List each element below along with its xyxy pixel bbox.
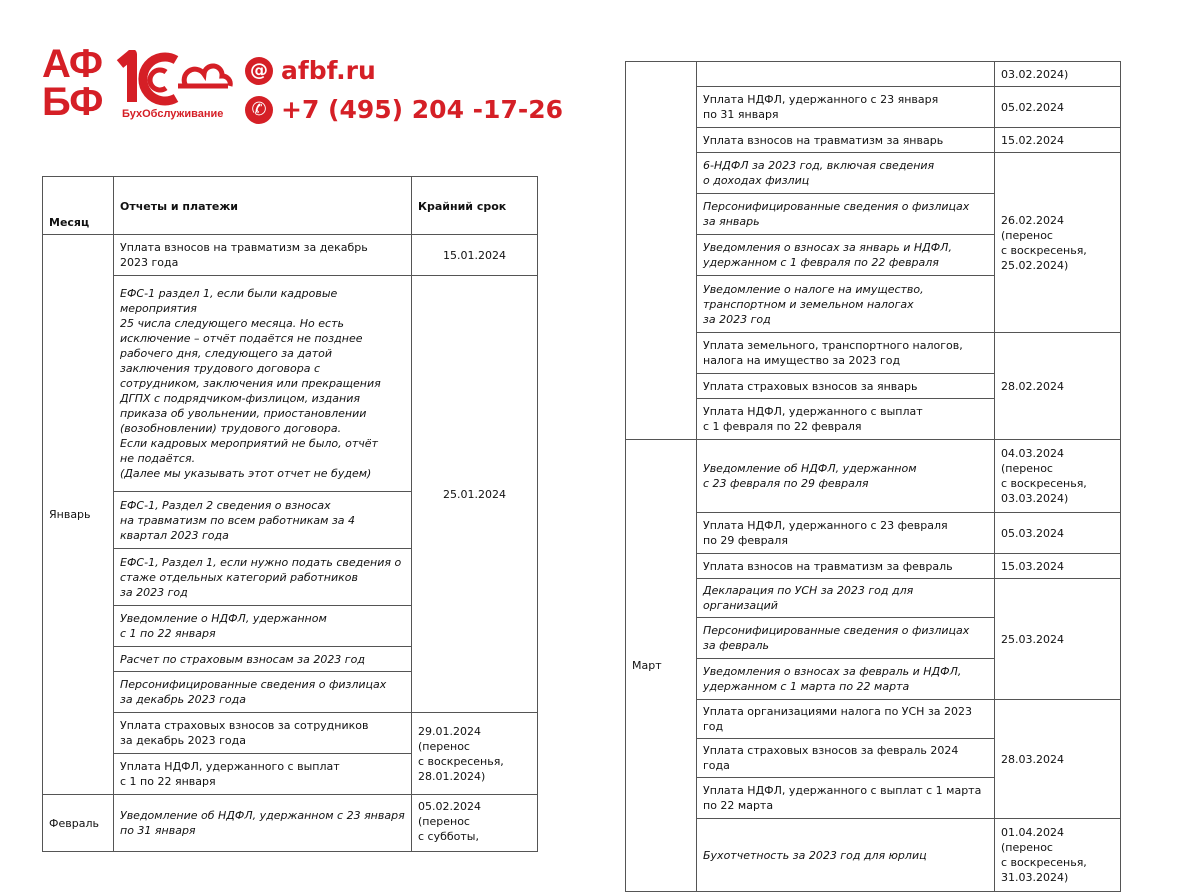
deadline-cell: 26.02.2024 (перенос с воскресенья, 25.02.2024) [995,153,1121,333]
task-cell: Уплата НДФЛ, удержанного с 23 февраля по 29 февраля [697,513,995,554]
logo-letters [42,42,103,124]
task-cell: Уведомление об НДФЛ, удержанном с 23 февраля по 29 февраля [697,440,995,513]
task-cell: Уплата организациями налога по УСН за 2023 год [697,700,995,739]
task-cell: Уведомления о взносах за февраль и НДФЛ, удержанном с 1 марта по 22 марта [697,659,995,700]
task-cell: Уплата взносов на травматизм за февраль [697,554,995,579]
logo-1c-icon [116,50,246,106]
phone-icon: ✆ [245,96,273,124]
task-cell: Уплата страховых взносов за сотрудников за декабрь 2023 года [114,713,412,754]
task-cell: Уплата взносов на травматизм за декабрь 2023 года [114,235,412,276]
task-cell: Уплата земельного, транспортного налогов, налога на имущество за 2023 год [697,333,995,374]
deadline-cell: 28.03.2024 [995,700,1121,819]
deadline-cell: 05.02.2024 [995,87,1121,128]
deadline-cell: 15.01.2024 [412,235,538,276]
task-cell: ЕФС-1, Раздел 1, если нужно подать сведения о стаже отдельных категорий работников за 2023 год [114,549,412,606]
task-cell: Уплата взносов на травматизм за январь [697,128,995,153]
deadline-table-left [42,176,538,852]
task-cell: 6-НДФЛ за 2023 год, включая сведения о доходах физлиц [697,153,995,194]
task-cell: Персонифицированные сведения о физлицах за январь [697,194,995,235]
deadline-cell: 29.01.2024 (перенос с воскресенья, 28.01.2024) [412,713,538,795]
logo-subtitle: БухОбслуживание [122,108,224,120]
deadline-cell: 15.02.2024 [995,128,1121,153]
task-cell: Уведомление о налоге на имущество, транспортном и земельном налогах за 2023 год [697,276,995,333]
phone-number[interactable]: +7 (495) 204 -17-26 [281,95,564,124]
task-cell: Бухотчетность за 2023 год для юрлиц [697,819,995,892]
header-reports: Отчеты и платежи [114,177,412,235]
task-cell: ЕФС-1, Раздел 2 сведения о взносах на травматизм по всем работникам за 4 квартал 2023 года [114,492,412,549]
logo-bottom: БФ [42,80,103,124]
month-cell: Январь [43,235,114,795]
header-month: Месяц [43,177,114,235]
deadline-cell: 03.02.2024) [995,62,1121,87]
site-contact [245,56,376,85]
at-sign-icon: @ [245,57,273,85]
task-cell: Уплата НДФЛ, удержанного с выплат с 1 по 22 января [114,754,412,795]
deadline-cell: 01.04.2024 (перенос с воскресенья, 31.03.2024) [995,819,1121,892]
month-cell: Март [626,440,697,892]
task-cell: Уплата страховых взносов за январь [697,374,995,399]
deadline-cell: 05.03.2024 [995,513,1121,554]
phone-contact [245,95,563,124]
task-cell: Персонифицированные сведения о физлицах за февраль [697,618,995,659]
deadline-cell: 15.03.2024 [995,554,1121,579]
header-deadline: Крайний срок [412,177,538,235]
task-cell: Уведомления о взносах за январь и НДФЛ, удержанном с 1 февраля по 22 февраля [697,235,995,276]
deadline-cell: 25.03.2024 [995,579,1121,700]
task-cell: Декларация по УСН за 2023 год для организаций [697,579,995,618]
deadline-table-right [625,61,1121,892]
task-cell: Уведомление о НДФЛ, удержанном с 1 по 22 января [114,606,412,647]
site-link[interactable]: afbf.ru [281,56,376,85]
task-cell: Уплата НДФЛ, удержанного с 23 января по 31 января [697,87,995,128]
task-cell [697,62,995,87]
task-cell: Персонифицированные сведения о физлицах за декабрь 2023 года [114,672,412,713]
month-cell-empty [626,62,697,440]
task-cell: ЕФС-1 раздел 1, если были кадровые мероприятия 25 числа следующего месяца. Но есть исключение – отчёт подаётся не позднее рабочего дня, следующего за датой заключения трудового договора с сотрудником, заключения или прекращения ДГПХ с подрядчиком-физлицом, издания приказа об увольнении, приостановлении (возобновлении) трудового договора. Если кадровых мероприятий не было, отчёт не подаётся. (Далее мы указывать этот отчет не будем) [114,276,412,492]
deadline-cell: 04.03.2024 (перенос с воскресенья, 03.03.2024) [995,440,1121,513]
month-cell: Февраль [43,795,114,852]
logo-top: АФ [42,42,103,86]
deadline-cell: 05.02.2024 (перенос с субботы, [412,795,538,852]
task-cell: Расчет по страховым взносам за 2023 год [114,647,412,672]
task-cell: Уплата НДФЛ, удержанного с выплат с 1 марта по 22 марта [697,778,995,819]
deadline-cell: 25.01.2024 [412,276,538,713]
deadline-cell: 28.02.2024 [995,333,1121,440]
task-cell: Уплата НДФЛ, удержанного с выплат с 1 февраля по 22 февраля [697,399,995,440]
task-cell: Уплата страховых взносов за февраль 2024 года [697,739,995,778]
task-cell: Уведомление об НДФЛ, удержанном с 23 января по 31 января [114,795,412,852]
